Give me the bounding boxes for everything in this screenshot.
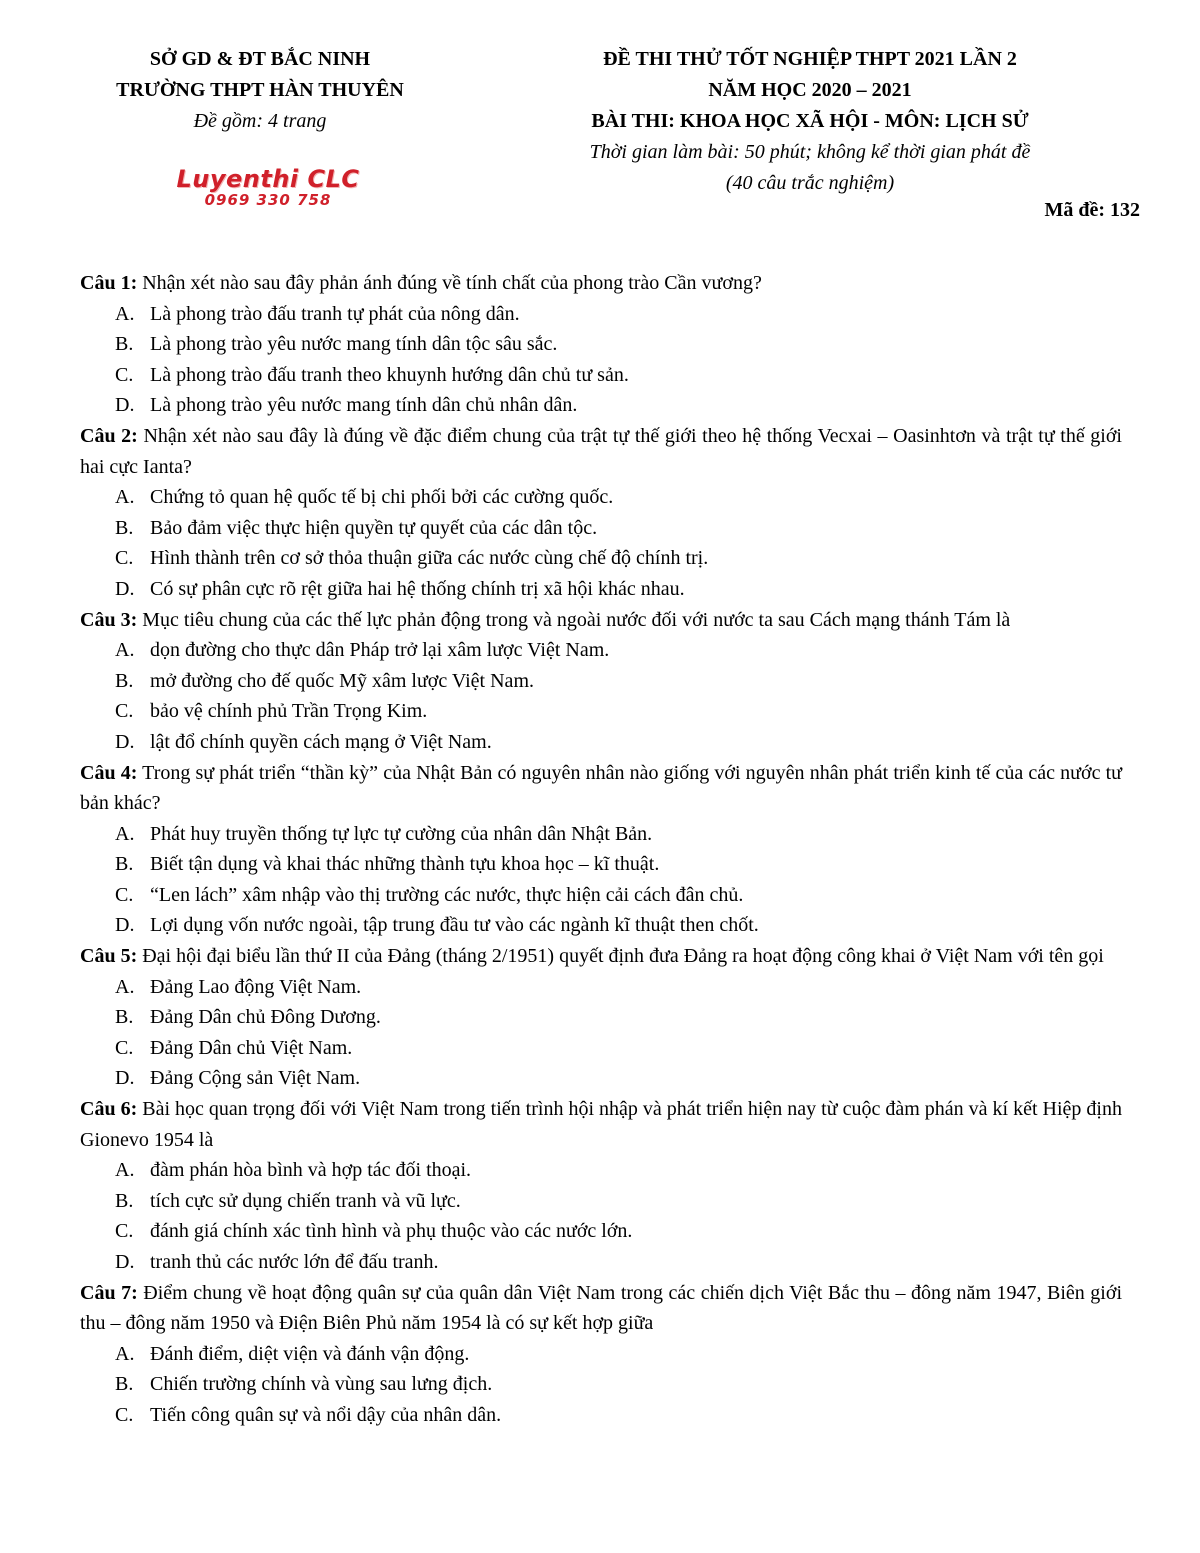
question-item — [80, 1094, 1122, 1278]
option-text: Hình thành trên cơ sở thỏa thuận giữa các nước cùng chế độ chính trị. — [150, 547, 709, 570]
option-letter: A. — [115, 486, 135, 509]
option-text: tranh thủ các nước lớn để đấu tranh. — [150, 1251, 439, 1273]
option-text: Đánh điểm, diệt viện và đánh vận động. — [150, 1342, 470, 1365]
option-letter: B. — [115, 333, 134, 356]
option-text: Biết tận dụng và khai thác những thành tựu khoa học – kĩ thuật. — [150, 853, 660, 876]
option-letter: D. — [115, 1067, 135, 1090]
question-stem: Đại hội đại biểu lần thứ II của Đảng (tháng 2/1951) quyết định đưa Đảng ra hoạt động công khai ở Việt Nam với tên gọi — [137, 945, 1104, 968]
answer-option — [80, 390, 1122, 421]
option-text: Là phong trào đấu tranh tự phát của nông dân. — [150, 302, 520, 325]
option-text: Là phong trào yêu nước mang tính dân tộc sâu sắc. — [150, 333, 558, 356]
answer-option — [80, 299, 1122, 330]
option-text: Đảng Dân chủ Đông Dương. — [150, 1006, 381, 1029]
question-item — [80, 941, 1122, 1094]
exam-title: ĐỀ THI THỬ TỐT NGHIỆP THPT 2021 LẦN 2 — [603, 48, 1017, 70]
answer-option — [80, 819, 1122, 850]
option-letter: C. — [115, 547, 134, 570]
question-text — [80, 758, 1122, 819]
answer-option — [80, 849, 1122, 880]
question-item — [80, 1278, 1122, 1431]
option-letter: A. — [115, 302, 135, 325]
option-text: Đảng Cộng sản Việt Nam. — [150, 1067, 361, 1090]
option-letter: D. — [115, 730, 135, 753]
option-letter: A. — [115, 1159, 135, 1182]
header-right — [530, 44, 1090, 199]
answer-option — [80, 1033, 1122, 1064]
answer-option — [80, 1400, 1122, 1431]
question-count: (40 câu trắc nghiệm) — [725, 172, 895, 194]
question-label: Câu 1: — [80, 272, 138, 294]
question-item — [80, 421, 1122, 605]
option-letter: C. — [115, 1036, 134, 1059]
option-text: Là phong trào yêu nước mang tính dân chủ nhân dân. — [150, 394, 578, 417]
logo-phone: 0969 330 758 — [204, 191, 332, 209]
exam-time: Thời gian làm bài: 50 phút; không kể thời gian phát đề — [589, 141, 1031, 163]
question-item — [80, 605, 1122, 758]
option-letter: C. — [115, 1220, 134, 1243]
option-letter: B. — [115, 669, 134, 692]
answer-option — [80, 666, 1122, 697]
department-name: SỞ GD & ĐT BẮC NINH — [149, 48, 371, 70]
answer-option — [80, 543, 1122, 574]
option-letter: D. — [115, 577, 135, 600]
question-text — [80, 268, 1122, 299]
answer-option — [80, 880, 1122, 911]
answer-option — [80, 1216, 1122, 1247]
question-label: Câu 6: — [80, 1098, 138, 1121]
option-letter: A. — [115, 975, 135, 998]
question-stem: Trong sự phát triển “thần kỳ” của Nhật Bản có nguyên nhân nào giống với nguyên nhân phát triển kinh tế của các nước tư bản khác? — [80, 761, 1122, 815]
answer-option — [80, 727, 1122, 758]
question-label: Câu 4: — [80, 761, 138, 784]
answer-option — [80, 635, 1122, 666]
logo-watermark — [148, 166, 388, 208]
option-text: Đảng Lao động Việt Nam. — [150, 975, 362, 998]
option-letter: B. — [115, 853, 134, 876]
option-text: Là phong trào đấu tranh theo khuynh hướng dân chủ tư sản. — [150, 363, 629, 386]
option-text: mở đường cho đế quốc Mỹ xâm lược Việt Nam. — [150, 669, 534, 692]
option-letter: A. — [115, 822, 135, 845]
answer-option — [80, 1002, 1122, 1033]
page-count: Đề gồm: 4 trang — [193, 110, 327, 132]
question-list — [80, 268, 1122, 1431]
option-text: Có sự phân cực rõ rệt giữa hai hệ thống chính trị xã hội khác nhau. — [150, 577, 685, 600]
option-text: bảo vệ chính phủ Trần Trọng Kim. — [150, 700, 428, 723]
question-text — [80, 421, 1122, 482]
answer-option — [80, 972, 1122, 1003]
question-stem: Bài học quan trọng đối với Việt Nam trong tiến trình hội nhập và phát triển hiện nay từ cuộc đàm phán và kí kết Hiệp định Gionevo 1954 là — [80, 1098, 1122, 1151]
option-letter: A. — [115, 1342, 135, 1365]
option-letter: B. — [115, 1373, 134, 1396]
logo-name: Luyenthi CLC — [176, 165, 360, 193]
question-text — [80, 1094, 1122, 1155]
answer-option — [80, 482, 1122, 513]
option-letter: C. — [115, 1403, 134, 1426]
option-letter: C. — [115, 700, 134, 723]
option-text: Lợi dụng vốn nước ngoài, tập trung đầu tư vào các ngành kĩ thuật then chốt. — [150, 914, 759, 937]
question-item — [80, 268, 1122, 421]
answer-option — [80, 1339, 1122, 1370]
header-left — [60, 44, 460, 137]
answer-option — [80, 1369, 1122, 1400]
question-text — [80, 605, 1122, 636]
option-letter: B. — [115, 1189, 134, 1212]
option-text: “Len lách” xâm nhập vào thị trường các nước, thực hiện cải cách đân chủ. — [150, 883, 744, 906]
answer-option — [80, 329, 1122, 360]
question-stem: Điểm chung về hoạt động quân sự của quân dân Việt Nam trong các chiến dịch Việt Bắc thu – đông năm 1947, Biên giới thu – đông năm 1950 và Điện Biên Phủ năm 1954 là có sự kết hợp giữa — [80, 1281, 1122, 1335]
option-letter: B. — [115, 516, 134, 539]
option-letter: C. — [115, 363, 134, 386]
answer-option — [80, 1247, 1122, 1278]
question-stem: Mục tiêu chung của các thế lực phản động trong và ngoài nước đối với nước ta sau Cách mạng thánh Tám là — [137, 608, 1011, 631]
question-label: Câu 2: — [80, 424, 138, 447]
answer-option — [80, 1063, 1122, 1094]
option-letter: A. — [115, 639, 135, 662]
option-text: lật đổ chính quyền cách mạng ở Việt Nam. — [150, 730, 492, 753]
question-label: Câu 5: — [80, 945, 138, 968]
option-text: Phát huy truyền thống tự lực tự cường của nhân dân Nhật Bản. — [150, 822, 653, 845]
option-text: đàm phán hòa bình và hợp tác đối thoại. — [150, 1159, 472, 1182]
option-text: đánh giá chính xác tình hình và phụ thuộc vào các nước lớn. — [150, 1220, 633, 1243]
question-stem: Nhận xét nào sau đây phản ánh đúng về tính chất của phong trào Cần vương? — [137, 272, 762, 294]
exam-code: Mã đề: 132 — [1044, 199, 1140, 221]
answer-option — [80, 910, 1122, 941]
school-name: TRƯỜNG THPT HÀN THUYÊN — [116, 79, 404, 101]
answer-option — [80, 696, 1122, 727]
answer-option — [80, 360, 1122, 391]
answer-option — [80, 574, 1122, 605]
option-text: Chiến trường chính và vùng sau lưng địch. — [150, 1373, 493, 1396]
question-label: Câu 3: — [80, 608, 138, 631]
option-letter: B. — [115, 1006, 134, 1029]
answer-option — [80, 1186, 1122, 1217]
question-item — [80, 758, 1122, 942]
question-stem: Nhận xét nào sau đây là đúng về đặc điểm chung của trật tự thế giới theo hệ thống Vecxai – Oasinhtơn và trật tự thế giới hai cực Ianta? — [80, 424, 1122, 478]
question-label: Câu 7: — [80, 1281, 138, 1304]
question-text — [80, 1278, 1122, 1339]
option-letter: D. — [115, 1251, 135, 1273]
option-letter: C. — [115, 883, 134, 906]
question-text — [80, 941, 1122, 972]
answer-option — [80, 1155, 1122, 1186]
option-text: Tiến công quân sự và nổi dậy của nhân dân. — [150, 1403, 502, 1426]
option-text: Chứng tỏ quan hệ quốc tế bị chi phối bởi các cường quốc. — [150, 486, 614, 509]
option-text: tích cực sử dụng chiến tranh và vũ lực. — [150, 1189, 461, 1212]
option-text: Bảo đảm việc thực hiện quyền tự quyết của các dân tộc. — [150, 516, 598, 539]
option-letter: D. — [115, 914, 135, 937]
option-text: Đảng Dân chủ Việt Nam. — [150, 1036, 353, 1059]
answer-option — [80, 513, 1122, 544]
option-text: dọn đường cho thực dân Pháp trở lại xâm lược Việt Nam. — [150, 639, 610, 662]
option-letter: D. — [115, 394, 135, 417]
school-year: NĂM HỌC 2020 – 2021 — [708, 79, 912, 101]
exam-subject: BÀI THI: KHOA HỌC XÃ HỘI - MÔN: LỊCH SỬ — [591, 110, 1029, 132]
